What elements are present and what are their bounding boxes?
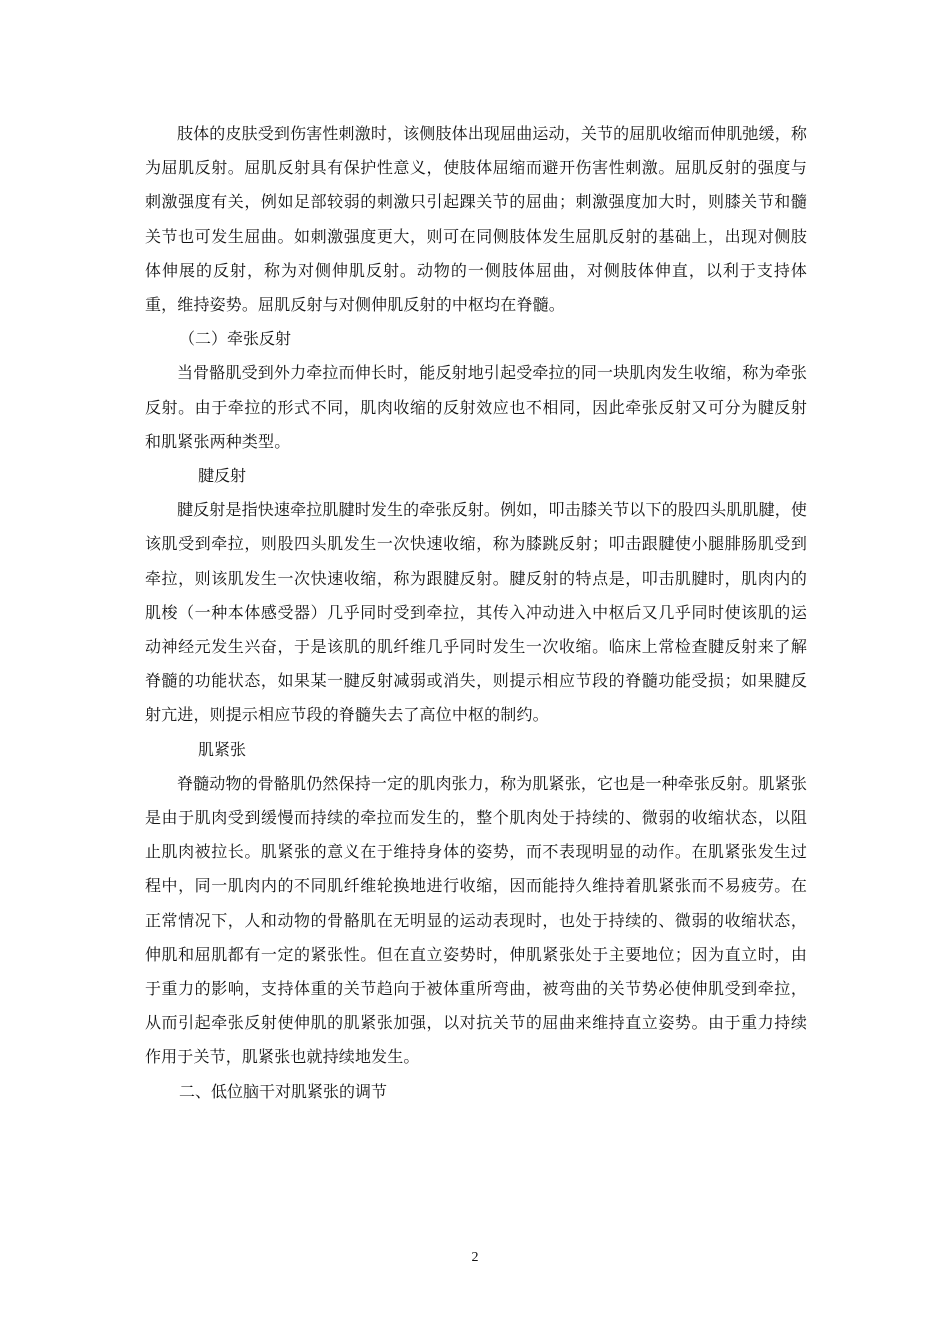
subheading-tendon-reflex: 腱反射 [198, 466, 247, 486]
subheading-muscle-tone: 肌紧张 [198, 739, 247, 759]
page-number: 2 [471, 1250, 479, 1265]
paragraph-muscle-tone: 脊髓动物的骨骼肌仍然保持一定的肌肉张力，称为肌紧张，它也是一种牵张反射。肌紧张是由于肌肉受到缓慢而持续的牵拉而发生的，整个肌肉处于持续的、微弱的收缩状态，以阻止肌肉被拉长。肌紧张的意义在于维持身体的姿势，而不表现明显的动作。在肌紧张发生过程中，同一肌肉内的不同肌纤维轮换地进行收缩，因而能持久维持着肌紧张而不易疲劳。在正常情况下，人和动物的骨骼肌在无明显的运动表现时，也处于持续的、微弱的收缩状态，伸肌和屈肌都有一定的紧张性。但在直立姿势时，伸肌紧张处于主要地位；因为直立时，由于重力的影响，支持体重的关节趋向于被体重所弯曲，被弯曲的关节势必使伸肌受到牵拉，从而引起牵张反射使伸肌的肌紧张加强，以对抗关节的屈曲来维持直立姿势。由于重力持续作用于关节，肌紧张也就持续地发生。 [145, 773, 807, 1067]
section-heading-brainstem: 二、低位脑干对肌紧张的调节 [179, 1081, 388, 1101]
paragraph-stretch-reflex: 当骨骼肌受到外力牵拉而伸长时，能反射地引起受牵拉的同一块肌肉发生收缩，称为牵张反射。由于牵拉的形式不同，肌肉收缩的反射效应也不相同，因此牵张反射又可分为腱反射和肌紧张两种类型。 [145, 363, 807, 451]
section-heading-stretch-reflex: （二）牵张反射 [179, 329, 292, 349]
paragraph-flexor-reflex: 肢体的皮肤受到伤害性刺激时，该侧肢体出现屈曲运动，关节的屈肌收缩而伸肌弛缓，称为屈肌反射。屈肌反射具有保护性意义，使肢体屈缩而避开伤害性刺激。屈肌反射的强度与刺激强度有关，例如足部较弱的刺激只引起踝关节的屈曲；刺激强度加大时，则膝关节和髓关节也可发生屈曲。如刺激强度更大，则可在同侧肢体发生屈肌反射的基础上，出现对侧肢体伸展的反射，称为对侧伸肌反射。动物的一侧肢体屈曲，对侧肢体伸直，以利于支持体重，维持姿势。屈肌反射与对侧伸肌反射的中枢均在脊髓。 [145, 124, 807, 315]
paragraph-tendon-reflex: 腱反射是指快速牵拉肌腱时发生的牵张反射。例如，叩击膝关节以下的股四头肌肌腱，使该肌受到牵拉，则股四头肌发生一次快速收缩，称为膝跳反射；叩击跟腱使小腿腓肠肌受到牵拉，则该肌发生一次快速收缩，称为跟腱反射。腱反射的特点是，叩击肌腱时，肌肉内的肌梭（一种本体感受器）几乎同时受到牵拉，其传入冲动进入中枢后又几乎同时使该肌的运动神经元发生兴奋，于是该肌的肌纤维几乎同时发生一次收缩。临床上常检查腱反射来了解脊髓的功能状态，如果某一腱反射减弱或消失，则提示相应节段的脊髓功能受损；如果腱反射亢进，则提示相应节段的脊髓失去了高位中枢的制约。 [145, 500, 807, 725]
document-body [145, 117, 807, 1109]
